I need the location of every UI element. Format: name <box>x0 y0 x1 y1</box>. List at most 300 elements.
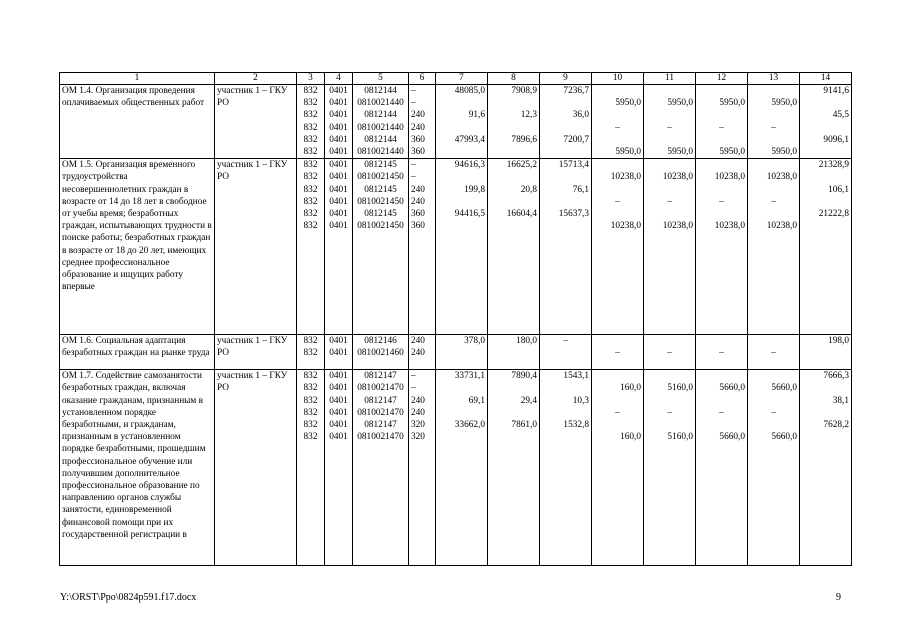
cell-line: 15637,3 <box>558 208 589 219</box>
cell-c13 <box>748 370 800 566</box>
cell-line: – <box>667 196 672 207</box>
cell-line: 106,1 <box>828 184 849 195</box>
cell-line <box>594 109 641 121</box>
cell-line <box>594 85 641 97</box>
cell-line: 5660,0 <box>771 432 797 443</box>
table-row <box>60 335 852 370</box>
header-cell: 10 <box>592 73 644 85</box>
measure-name-text: ОМ 1.4. Организация проведения оплачиваемых общественных работ <box>62 86 205 109</box>
cell-c5 <box>353 85 409 159</box>
cell-line: 0401 <box>329 407 348 418</box>
cell-line: 1532,8 <box>563 419 589 430</box>
cell-line: 45,5 <box>832 110 849 121</box>
cell-line <box>542 171 589 183</box>
cell-line: 0401 <box>329 196 348 207</box>
cell-c3 <box>297 370 325 566</box>
cell-line: 10238,0 <box>610 221 641 232</box>
cell-line <box>750 335 797 347</box>
header-cell: 5 <box>353 73 409 85</box>
header-cell: 13 <box>748 73 800 85</box>
cell-line: 10238,0 <box>766 221 797 232</box>
cell-line: 0401 <box>329 208 348 219</box>
cell-line: 29,4 <box>520 395 537 406</box>
cell-c11 <box>644 159 696 335</box>
cell-line <box>802 431 849 443</box>
cell-line <box>438 122 485 134</box>
measure-name-text: ОМ 1.7. Содействие самозанятости безработных граждан, включая оказание гражданам, признанным в установленном порядке безработными, и гражданам, признанным в установленном порядке безработными, прошедшим профессиональное обучение или получившим дополнительное профессиональное образование по направлению органов службы занятости, единовременной финансовой помощи при их государственной регистрации в <box>62 371 206 540</box>
cell-line: 160,0 <box>620 383 641 394</box>
cell-line: 38,1 <box>832 395 849 406</box>
cell-c13 <box>748 85 800 159</box>
cell-line: 5660,0 <box>719 383 745 394</box>
cell-c3 <box>297 159 325 335</box>
cell-line: 7908,9 <box>511 86 537 96</box>
cell-line: – <box>771 348 776 359</box>
cell-line: 832 <box>303 221 318 232</box>
cell-line <box>802 382 849 394</box>
cell-line <box>438 347 485 359</box>
cell-line: 1543,1 <box>563 371 589 382</box>
cell-line <box>490 171 537 183</box>
cell-line: 10238,0 <box>662 221 693 232</box>
executor <box>215 159 297 335</box>
cell-line: – <box>667 122 672 133</box>
header-cell: 1 <box>60 73 215 85</box>
cell-line: 10238,0 <box>766 172 797 183</box>
cell-line: 0401 <box>329 336 348 347</box>
cell-line: 832 <box>303 371 318 382</box>
cell-line: 832 <box>303 395 318 406</box>
cell-line <box>646 85 693 97</box>
cell-line <box>594 370 641 382</box>
cell-line <box>594 134 641 146</box>
cell-line: 5160,0 <box>667 383 693 394</box>
cell-line: – <box>771 196 776 207</box>
cell-line: 10238,0 <box>714 221 745 232</box>
cell-line: 0401 <box>329 110 348 121</box>
cell-line <box>490 122 537 134</box>
cell-line: – <box>667 407 672 418</box>
cell-line: – <box>719 407 724 418</box>
cell-line: 0810021470 <box>357 383 404 394</box>
cell-line: 16625,2 <box>506 160 537 171</box>
cell-line: 832 <box>303 336 318 347</box>
cell-line <box>802 220 849 232</box>
cell-line: 5160,0 <box>667 432 693 443</box>
cell-line: 91,6 <box>468 110 485 121</box>
cell-line: 0812145 <box>364 160 397 171</box>
cell-line: – <box>719 122 724 133</box>
cell-line: 0812147 <box>364 371 397 382</box>
cell-line <box>438 146 485 158</box>
cell-line <box>542 196 589 208</box>
header-cell: 6 <box>409 73 436 85</box>
cell-line: 5660,0 <box>719 432 745 443</box>
cell-line <box>594 419 641 431</box>
cell-line: 5950,0 <box>615 98 641 109</box>
cell-line: 0812146 <box>364 336 397 347</box>
cell-line: 7236,7 <box>563 86 589 96</box>
cell-line: 0812144 <box>364 110 397 121</box>
executor-text: участник 1 – ГКУ РО <box>217 371 288 394</box>
header-cell: 3 <box>297 73 325 85</box>
cell-c10 <box>592 335 644 370</box>
cell-line: 360 <box>411 208 425 219</box>
cell-line: 240 <box>411 407 425 418</box>
cell-line <box>438 407 485 419</box>
cell-line: 7896,6 <box>511 134 537 145</box>
cell-line: 36,0 <box>572 110 589 121</box>
cell-line <box>802 196 849 208</box>
cell-line <box>490 220 537 232</box>
cell-line: 0401 <box>329 98 348 109</box>
cell-line: 0810021450 <box>357 196 404 207</box>
cell-c14 <box>800 370 852 566</box>
cell-line: 832 <box>303 383 318 394</box>
cell-line: 0401 <box>329 221 348 232</box>
cell-c10 <box>592 370 644 566</box>
cell-line: 5660,0 <box>771 383 797 394</box>
cell-c7 <box>436 370 488 566</box>
cell-line <box>750 159 797 171</box>
cell-line: – <box>771 122 776 133</box>
cell-line: 10238,0 <box>714 172 745 183</box>
header-row <box>60 73 852 85</box>
cell-line: 240 <box>411 395 425 406</box>
cell-c14 <box>800 85 852 159</box>
cell-line: 12,3 <box>520 110 537 121</box>
cell-line: 9096,1 <box>823 134 849 145</box>
cell-line: 48085,0 <box>454 86 485 96</box>
cell-line <box>802 347 849 359</box>
cell-line: 240 <box>411 110 425 121</box>
cell-line <box>542 220 589 232</box>
cell-line <box>646 109 693 121</box>
cell-c6 <box>409 335 436 370</box>
footer-file-path: Y:\ORST\Ppo\0824p591.f17.docx <box>60 592 197 603</box>
cell-line: 240 <box>411 348 425 359</box>
cell-c9 <box>540 159 592 335</box>
cell-line: 832 <box>303 146 318 157</box>
cell-line: 0812144 <box>364 86 397 96</box>
cell-line: 832 <box>303 86 318 96</box>
cell-line: 240 <box>411 184 425 195</box>
cell-line: 0401 <box>329 134 348 145</box>
cell-c10 <box>592 85 644 159</box>
cell-line: 10238,0 <box>610 172 641 183</box>
cell-line <box>646 184 693 196</box>
cell-line: 320 <box>411 432 425 443</box>
cell-line <box>698 159 745 171</box>
cell-c5 <box>353 370 409 566</box>
cell-line: 0810021460 <box>357 348 404 359</box>
cell-c3 <box>297 85 325 159</box>
cell-line: 94616,3 <box>454 160 485 171</box>
cell-line: 76,1 <box>572 184 589 195</box>
cell-c3 <box>297 335 325 370</box>
cell-c5 <box>353 335 409 370</box>
cell-line <box>698 370 745 382</box>
cell-line <box>594 395 641 407</box>
cell-line <box>438 382 485 394</box>
cell-line <box>750 109 797 121</box>
cell-line <box>542 407 589 419</box>
cell-line: 16604,4 <box>506 208 537 219</box>
cell-line: – <box>615 407 620 418</box>
cell-line: 0401 <box>329 122 348 133</box>
cell-line: – <box>411 371 416 382</box>
cell-line: 0401 <box>329 172 348 183</box>
cell-line: 832 <box>303 98 318 109</box>
cell-c8 <box>488 159 540 335</box>
cell-c8 <box>488 370 540 566</box>
cell-line <box>542 122 589 134</box>
cell-line <box>646 395 693 407</box>
table-row <box>60 85 852 159</box>
cell-line: 69,1 <box>468 395 485 406</box>
header-cell: 2 <box>215 73 297 85</box>
cell-line: 0401 <box>329 419 348 430</box>
cell-line: 20,8 <box>520 184 537 195</box>
cell-line: 832 <box>303 208 318 219</box>
table-row <box>60 159 852 335</box>
cell-c9 <box>540 370 592 566</box>
executor-text: участник 1 – ГКУ РО <box>217 160 288 183</box>
cell-line <box>802 171 849 183</box>
measure-name <box>60 370 215 566</box>
cell-c6 <box>409 85 436 159</box>
cell-line: – <box>615 348 620 359</box>
cell-line: 832 <box>303 196 318 207</box>
cell-line <box>750 134 797 146</box>
cell-line <box>542 431 589 443</box>
cell-line: – <box>771 407 776 418</box>
executor-text: участник 1 – ГКУ РО <box>217 86 288 109</box>
cell-line <box>490 146 537 158</box>
cell-c10 <box>592 159 644 335</box>
cell-c4 <box>325 370 353 566</box>
cell-line: 832 <box>303 407 318 418</box>
cell-line <box>646 335 693 347</box>
header-cell: 14 <box>800 73 852 85</box>
cell-line: 0401 <box>329 184 348 195</box>
cell-line <box>698 419 745 431</box>
executor <box>215 335 297 370</box>
cell-c5 <box>353 159 409 335</box>
cell-line: – <box>667 348 672 359</box>
cell-c12 <box>696 335 748 370</box>
cell-line <box>698 85 745 97</box>
cell-line: 832 <box>303 160 318 171</box>
cell-line <box>698 395 745 407</box>
measure-name-text: ОМ 1.6. Социальная адаптация безработных граждан на рынке труда <box>62 336 210 359</box>
cell-line: – <box>411 383 416 394</box>
cell-line: 320 <box>411 419 425 430</box>
cell-line <box>802 122 849 134</box>
cell-line: 0812147 <box>364 395 397 406</box>
cell-line <box>750 85 797 97</box>
cell-line: 832 <box>303 110 318 121</box>
cell-line: 0401 <box>329 432 348 443</box>
cell-line: 180,0 <box>516 336 537 347</box>
cell-line: 0401 <box>329 86 348 96</box>
cell-line <box>594 208 641 220</box>
cell-line <box>750 395 797 407</box>
cell-line <box>646 370 693 382</box>
header-cell: 4 <box>325 73 353 85</box>
cell-line: 160,0 <box>620 432 641 443</box>
cell-line <box>542 347 589 359</box>
cell-line: 0810021450 <box>357 172 404 183</box>
cell-line <box>750 370 797 382</box>
cell-c4 <box>325 335 353 370</box>
cell-line: 198,0 <box>828 336 849 347</box>
cell-line: 0401 <box>329 146 348 157</box>
cell-line <box>542 382 589 394</box>
cell-line: 832 <box>303 172 318 183</box>
cell-line: 832 <box>303 419 318 430</box>
cell-line: 21222,8 <box>818 208 849 219</box>
executor <box>215 370 297 566</box>
cell-line <box>802 407 849 419</box>
cell-line: 0812144 <box>364 134 397 145</box>
cell-c6 <box>409 159 436 335</box>
cell-line: 7200,7 <box>563 134 589 145</box>
cell-line <box>750 419 797 431</box>
measure-name <box>60 159 215 335</box>
cell-line: 5950,0 <box>771 146 797 157</box>
cell-line: 0810021440 <box>357 122 404 133</box>
cell-line: 33662,0 <box>454 419 485 430</box>
cell-c7 <box>436 335 488 370</box>
cell-line <box>698 335 745 347</box>
measure-name-text: ОМ 1.5. Организация временного трудоустройства несовершеннолетних граждан в возрасте от 14 до 18 лет в свободное от учебы время; безработных граждан, испытывающих трудности в поиске работы; безработных граждан в возрасте от 18 до 20 лет, имеющих среднее профессиональное образование и ищущих работу впервые <box>62 160 212 293</box>
cell-line <box>542 146 589 158</box>
header-cell: 7 <box>436 73 488 85</box>
cell-line: 7666,3 <box>823 371 849 382</box>
cell-line <box>698 208 745 220</box>
cell-line: 832 <box>303 348 318 359</box>
cell-line: 240 <box>411 336 425 347</box>
cell-c14 <box>800 335 852 370</box>
cell-line: 0401 <box>329 395 348 406</box>
cell-line: 832 <box>303 134 318 145</box>
measure-name <box>60 85 215 159</box>
cell-line <box>594 159 641 171</box>
cell-c9 <box>540 85 592 159</box>
header-cell: 9 <box>540 73 592 85</box>
cell-line: 0810021440 <box>357 146 404 157</box>
cell-c4 <box>325 159 353 335</box>
cell-c12 <box>696 85 748 159</box>
cell-line: 378,0 <box>464 336 485 347</box>
cell-line <box>646 134 693 146</box>
cell-line <box>490 407 537 419</box>
cell-line: 199,8 <box>464 184 485 195</box>
cell-line <box>646 419 693 431</box>
cell-line: 0401 <box>329 160 348 171</box>
cell-line: 10,3 <box>572 395 589 406</box>
footer-page-number: 9 <box>836 592 841 603</box>
cell-line: – <box>719 348 724 359</box>
cell-line: – <box>411 160 416 171</box>
cell-line <box>490 431 537 443</box>
cell-line <box>438 97 485 109</box>
cell-line: – <box>411 98 416 109</box>
cell-line <box>646 159 693 171</box>
cell-line <box>698 184 745 196</box>
header-cell: 12 <box>696 73 748 85</box>
cell-line <box>802 146 849 158</box>
cell-line: 7628,2 <box>823 419 849 430</box>
cell-line: 240 <box>411 196 425 207</box>
cell-line: 0810021440 <box>357 98 404 109</box>
cell-line: 360 <box>411 146 425 157</box>
cell-line: 5950,0 <box>667 146 693 157</box>
cell-line: 94416,5 <box>454 208 485 219</box>
cell-c8 <box>488 85 540 159</box>
table-row <box>60 370 852 566</box>
cell-line: 832 <box>303 432 318 443</box>
cell-line: – <box>615 122 620 133</box>
cell-line: 5950,0 <box>719 98 745 109</box>
cell-c6 <box>409 370 436 566</box>
cell-line: 0812145 <box>364 208 397 219</box>
cell-line: 21328,9 <box>818 160 849 171</box>
cell-line: 5950,0 <box>615 146 641 157</box>
cell-c11 <box>644 335 696 370</box>
cell-line: 0401 <box>329 348 348 359</box>
cell-line <box>698 134 745 146</box>
cell-line <box>490 196 537 208</box>
cell-line <box>542 97 589 109</box>
cell-line: 0401 <box>329 371 348 382</box>
cell-line: 9141,6 <box>823 86 849 96</box>
cell-line: – <box>411 86 416 96</box>
cell-c7 <box>436 159 488 335</box>
executor-text: участник 1 – ГКУ РО <box>217 336 288 359</box>
cell-line: 832 <box>303 122 318 133</box>
cell-line <box>698 109 745 121</box>
budget-table <box>59 72 852 566</box>
cell-line: – <box>411 172 416 183</box>
cell-line <box>438 171 485 183</box>
cell-c11 <box>644 370 696 566</box>
cell-line <box>438 196 485 208</box>
cell-line <box>438 220 485 232</box>
cell-line: 5950,0 <box>667 98 693 109</box>
cell-line <box>646 208 693 220</box>
cell-c12 <box>696 159 748 335</box>
cell-c13 <box>748 159 800 335</box>
cell-line: 0401 <box>329 383 348 394</box>
cell-line: 15713,4 <box>558 160 589 171</box>
cell-c13 <box>748 335 800 370</box>
cell-c8 <box>488 335 540 370</box>
cell-line: 0812145 <box>364 184 397 195</box>
cell-line: 33731,1 <box>454 371 485 382</box>
cell-line: 0810021450 <box>357 221 404 232</box>
cell-line: 360 <box>411 134 425 145</box>
cell-line: 832 <box>303 184 318 195</box>
cell-line: 240 <box>411 122 425 133</box>
cell-line: 360 <box>411 221 425 232</box>
cell-line: – <box>719 196 724 207</box>
cell-line <box>438 431 485 443</box>
cell-c11 <box>644 85 696 159</box>
cell-line: 47993,4 <box>454 134 485 145</box>
cell-line: 10238,0 <box>662 172 693 183</box>
